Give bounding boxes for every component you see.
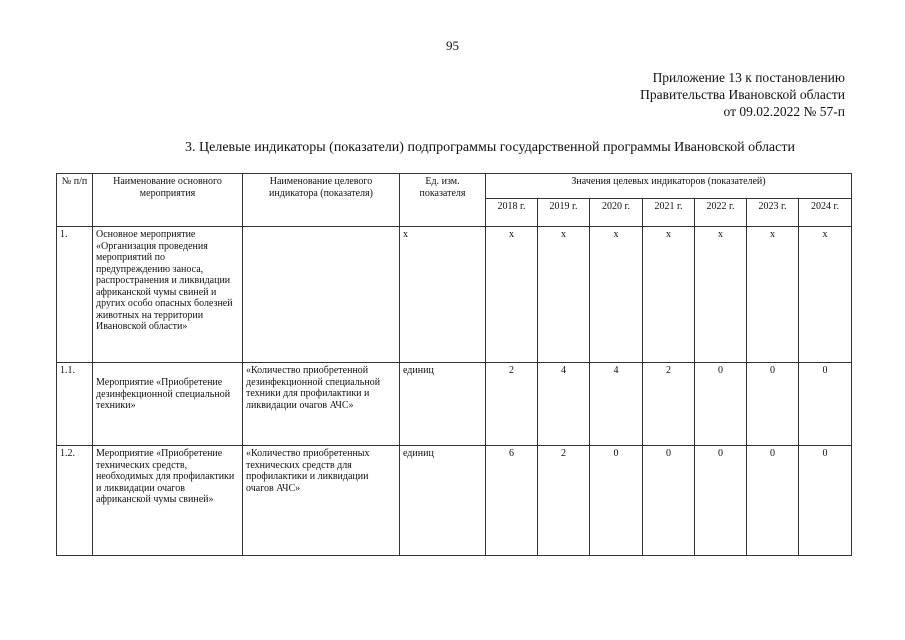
row-measure: Мероприятие «Приобретение технических средств, необходимых для профилактики и ликвидации очагов африканской чумы свиней» (93, 446, 243, 556)
page-number: 95 (446, 38, 459, 53)
header-year-2020: 2020 г. (590, 199, 643, 227)
row-value-2018: х (486, 227, 538, 363)
appendix-line-2: Правительства Ивановской области (640, 87, 845, 102)
row-value-2021: 2 (643, 363, 695, 446)
header-year-2019: 2019 г. (538, 199, 590, 227)
row-value-2024: х (799, 227, 852, 363)
row-value-2021: 0 (643, 446, 695, 556)
appendix-line-3: от 09.02.2022 № 57-п (723, 104, 845, 119)
appendix-header (640, 69, 845, 120)
appendix-line-1: Приложение 13 к постановлению (652, 70, 845, 85)
row-unit: единиц (400, 363, 486, 446)
row-value-2022: 0 (695, 363, 747, 446)
row-value-2020: х (590, 227, 643, 363)
header-num: № п/п (57, 174, 93, 227)
table-row (57, 227, 852, 363)
row-value-2018: 6 (486, 446, 538, 556)
row-indicator (243, 227, 400, 363)
table-row (57, 446, 852, 556)
header-unit: Ед. изм. показателя (400, 174, 486, 227)
row-value-2019: 2 (538, 446, 590, 556)
row-indicator: «Количество приобретенной дезинфекционной специальной техники для профилактики и ликвидации очагов АЧС» (243, 363, 400, 446)
document-title: 3. Целевые индикаторы (показатели) подпрограммы государственной программы Ивановской области (185, 140, 795, 155)
header-year-2024: 2024 г. (799, 199, 852, 227)
table-row (57, 363, 852, 446)
row-value-2018: 2 (486, 363, 538, 446)
row-value-2022: 0 (695, 446, 747, 556)
header-year-2018: 2018 г. (486, 199, 538, 227)
row-value-2022: х (695, 227, 747, 363)
header-year-2021: 2021 г. (643, 199, 695, 227)
row-measure: Основное мероприятие «Организация проведения мероприятий по предупреждению заноса, распространения и ликвидации африканской чумы свиней и других особо опасных болезней животных на территории Ивановской области» (93, 227, 243, 363)
row-value-2021: х (643, 227, 695, 363)
row-measure-text: Мероприятие «Приобретение дезинфекционной специальной техники» (96, 377, 231, 411)
row-num: 1. (57, 227, 93, 363)
header-indicator: Наименование целевого индикатора (показателя) (243, 174, 400, 227)
header-year-2023: 2023 г. (747, 199, 799, 227)
row-unit: х (400, 227, 486, 363)
row-value-2023: 0 (747, 446, 799, 556)
row-num: 1.1. (57, 363, 93, 446)
header-year-2022: 2022 г. (695, 199, 747, 227)
row-indicator: «Количество приобретенных технических средств для профилактики и ликвидации очагов АЧС» (243, 446, 400, 556)
row-value-2019: 4 (538, 363, 590, 446)
indicators-table (56, 173, 852, 556)
header-values-group: Значения целевых индикаторов (показателей) (486, 174, 852, 199)
row-num: 1.2. (57, 446, 93, 556)
row-value-2023: х (747, 227, 799, 363)
row-value-2019: х (538, 227, 590, 363)
header-measure: Наименование основного мероприятия (93, 174, 243, 227)
row-value-2020: 0 (590, 446, 643, 556)
row-unit: единиц (400, 446, 486, 556)
row-measure (93, 363, 243, 446)
row-value-2024: 0 (799, 363, 852, 446)
row-value-2023: 0 (747, 363, 799, 446)
row-value-2024: 0 (799, 446, 852, 556)
row-value-2020: 4 (590, 363, 643, 446)
